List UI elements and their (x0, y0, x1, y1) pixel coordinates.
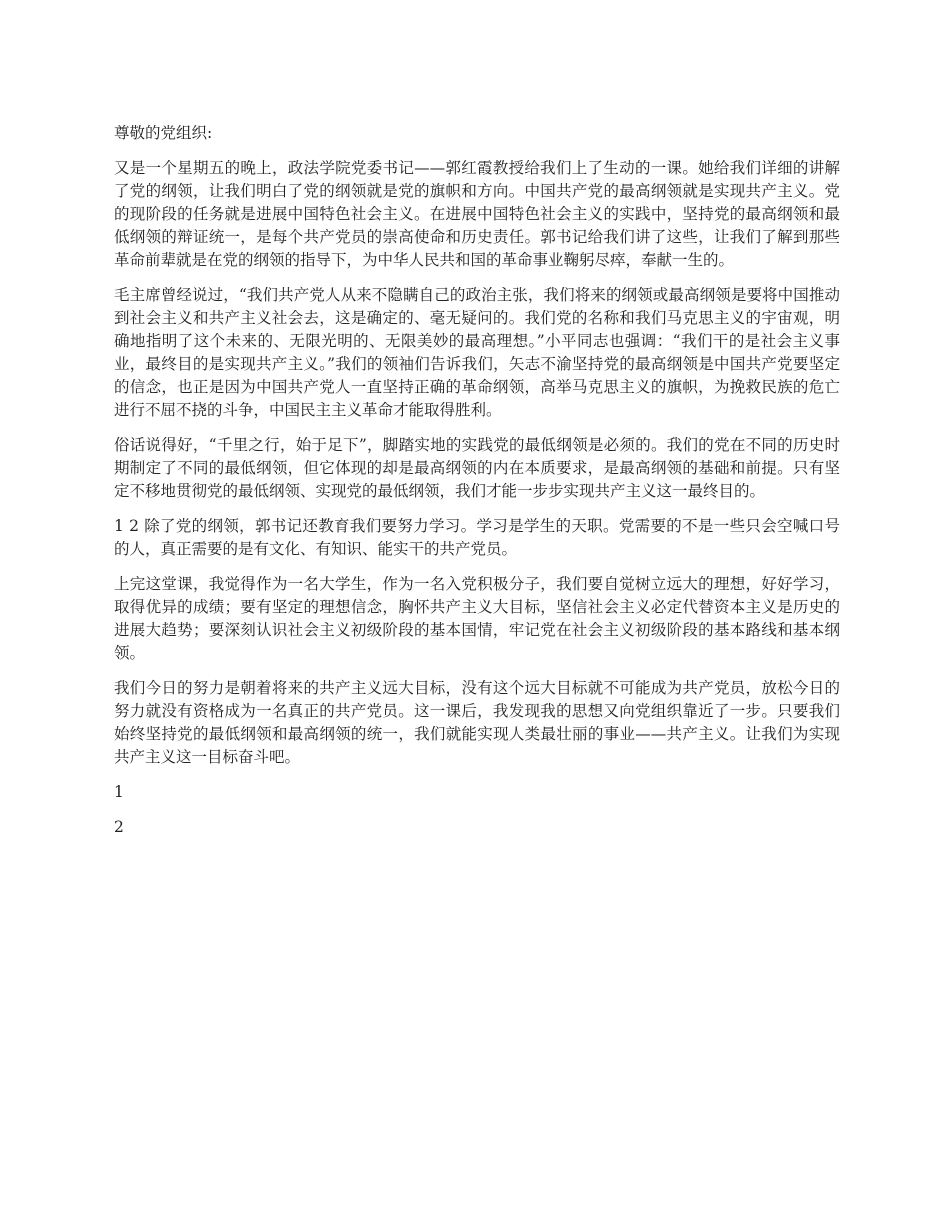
paragraph-2: 毛主席曾经说过，“我们共产党人从来不隐瞒自己的政治主张，我们将来的纲领或最高纲领是要将中国推动到社会主义和共产主义社会去，这是确定的、毫无疑问的。我们党的名称和我们马克思主义的宇宙观，明确地指明了这个未来的、无限光明的、无限美妙的最高理想。”小平同志也强调：“我们干的是社会主义事业，最终目的是实现共产主义。”我们的领袖们告诉我们，矢志不渝坚持党的最高纲领是中国共产党要坚定的信念，也正是因为中国共产党人一直坚持正确的革命纲领，高举马克思主义的旗帜，为挽救民族的危亡进行不屈不挠的斗争，中国民主主义革命才能取得胜利。 (114, 286, 840, 419)
paragraph-4: 1 2 除了党的纲领，郭书记还教育我们要努力学习。学习是学生的天职。党需要的不是一些只会空喊口号的人，真正需要的是有文化、有知识、能实干的共产党员。 (114, 517, 840, 558)
paragraph-5: 上完这堂课，我觉得作为一名大学生，作为一名入党积极分子，我们要自觉树立远大的理想，好好学习，取得优异的成绩；要有坚定的理想信念，胸怀共产主义大目标，坚信社会主义必定代替资本主义是历史的进展大趋势；要深刻认识社会主义初级阶段的基本国情，牢记党在社会主义初级阶段的基本路线和基本纲领。 (114, 575, 840, 662)
footer-number-2: 2 (114, 818, 124, 836)
document-body (114, 122, 840, 851)
greeting-line: 尊敬的党组织: (114, 124, 213, 142)
paragraph-6: 我们今日的努力是朝着将来的共产主义远大目标，没有这个远大目标就不可能成为共产党员，放松今日的努力就没有资格成为一名真正的共产党员。这一课后，我发现我的思想又向党组织靠近了一步。只要我们始终坚持党的最低纲领和最高纲领的统一，我们就能实现人类最壮丽的事业——共产主义。让我们为实现共产主义这一目标奋斗吧。 (114, 679, 840, 766)
footer-number-1: 1 (114, 783, 124, 801)
paragraph-3: 俗话说得好，“千里之行，始于足下”，脚踏实地的实践党的最低纲领是必须的。我们的党在不同的历史时期制定了不同的最低纲领，但它体现的却是最高纲领的内在本质要求，是最高纲领的基础和前提。只有坚定不移地贯彻党的最低纲领、实现党的最低纲领，我们才能一步步实现共产主义这一最终目的。 (114, 436, 840, 500)
paragraph-1: 又是一个星期五的晚上，政法学院党委书记——郭红霞教授给我们上了生动的一课。她给我们详细的讲解了党的纲领，让我们明白了党的纲领就是党的旗帜和方向。中国共产党的最高纲领就是实现共产主义。党的现阶段的任务就是进展中国特色社会主义。在进展中国特色社会主义的实践中，坚持党的最高纲领和最低纲领的辩证统一，是每个共产党员的崇高使命和历史责任。郭书记给我们讲了这些，让我们了解到那些革命前辈就是在党的纲领的指导下，为中华人民共和国的革命事业鞠躬尽瘁，奉献一生的。 (114, 159, 840, 269)
